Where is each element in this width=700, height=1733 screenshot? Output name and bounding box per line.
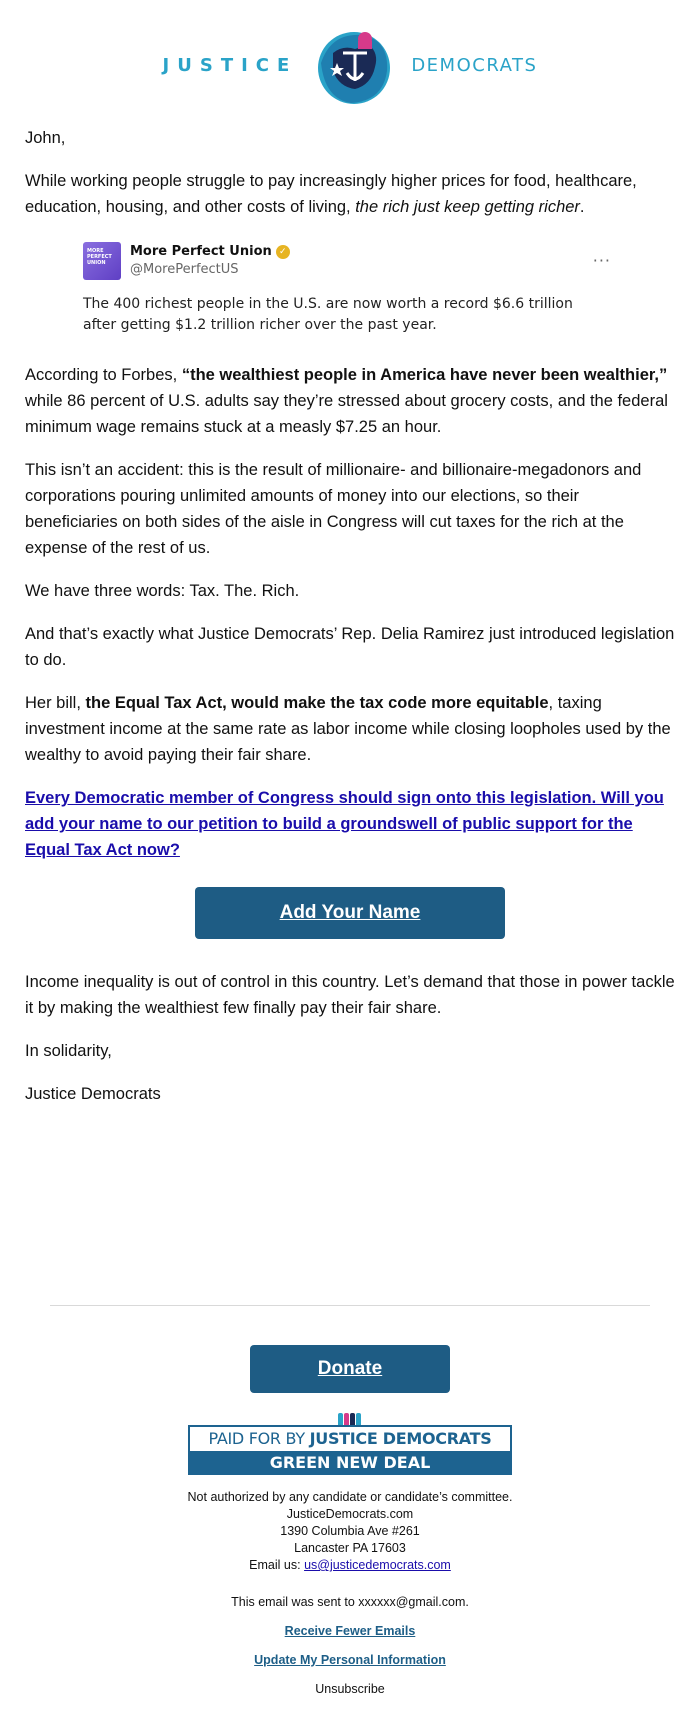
signature: Justice Democrats: [25, 1085, 161, 1103]
justice-democrats-logo-icon: [311, 23, 397, 109]
paragraph-accident: This isn’t an accident: this is the result of millionaire- and billionaire-megadonors and corporations pouring unlimited amounts of money into our elections, so their beneficiaries on both sides of the aisle in Congress will cut taxes for the rich at the expense of the rest of us.: [25, 461, 642, 557]
paragraph-three-words: We have three words: Tax. The. Rich.: [25, 582, 300, 600]
verified-badge-icon: ✓: [276, 245, 290, 259]
footer-divider: [50, 1305, 650, 1306]
email-body: [0, 125, 700, 1107]
paragraph-bill: Her bill, the Equal Tax Act, would make the tax code more equitable, taxing investment income at the same rate as labor income while closing loopholes used by the wealthy to avoid paying their fair share.: [25, 694, 671, 764]
tweet-handle: @MorePerfectUS: [130, 262, 239, 277]
brand-democrats: DEMOCRATS: [411, 55, 538, 76]
receive-fewer-emails-link[interactable]: Receive Fewer Emails: [284, 1624, 416, 1638]
address-block: Not authorized by any candidate or candidate’s committee. JusticeDemocrats.com 1390 Columbia Ave #261 Lancaster PA 17603 Email us: us@justicedemocrats.com: [187, 1490, 513, 1572]
unsubscribe-link[interactable]: Unsubscribe: [315, 1682, 385, 1696]
embedded-tweet[interactable]: [83, 242, 643, 336]
emphasis-rich: the rich just keep getting richer: [355, 198, 580, 216]
paid-for-disclaimer: PAID FOR BY JUSTICE DEMOCRATS GREEN NEW DEAL: [188, 1425, 512, 1475]
email-header: [0, 0, 700, 125]
signoff: In solidarity,: [25, 1042, 112, 1060]
tweet-avatar: MORE PERFECT UNION: [83, 242, 121, 280]
paragraph-forbes: According to Forbes, “the wealthiest people in America have never been wealthier,” while 86 percent of U.S. adults say they’re stressed about grocery costs, and the federal minimum wage remains stuck at a measly $7.25 an hour.: [25, 366, 668, 436]
tweet-text: The 400 richest people in the U.S. are now worth a record $6.6 trillion after getting $1.2 trillion richer over the past year.: [83, 296, 573, 333]
more-options-icon[interactable]: ···: [592, 251, 611, 270]
update-info-link[interactable]: Update My Personal Information: [254, 1653, 446, 1667]
sent-to-notice: This email was sent to xxxxxx@gmail.com.: [231, 1595, 469, 1609]
people-figures-icon: [338, 1413, 361, 1425]
contact-email-link[interactable]: us@justicedemocrats.com: [304, 1558, 451, 1572]
petition-link[interactable]: Every Democratic member of Congress should sign onto this legislation. Will you add your name to our petition to build a groundswell of public support for the Equal Tax Act now?: [25, 789, 664, 859]
paragraph-ramirez: And that’s exactly what Justice Democrats’ Rep. Delia Ramirez just introduced legislation to do.: [25, 625, 675, 669]
add-your-name-button[interactable]: Add Your Name: [195, 887, 505, 939]
greeting: John,: [25, 129, 66, 147]
tweet-header: [83, 242, 643, 280]
brand-justice: JUSTICE: [162, 55, 298, 76]
tweet-author-name: More Perfect Union: [130, 244, 272, 259]
green-new-deal-banner: GREEN NEW DEAL: [188, 1451, 512, 1475]
email-footer: [0, 1345, 700, 1698]
paragraph-intro: While working people struggle to pay increasingly higher prices for food, healthcare, education, housing, and other costs of living, the rich just keep getting richer.: [25, 172, 637, 216]
paragraph-inequality: Income inequality is out of control in this country. Let’s demand that those in power tackle it by making the wealthiest few finally pay their fair share.: [25, 973, 675, 1017]
donate-button[interactable]: Donate: [250, 1345, 450, 1393]
